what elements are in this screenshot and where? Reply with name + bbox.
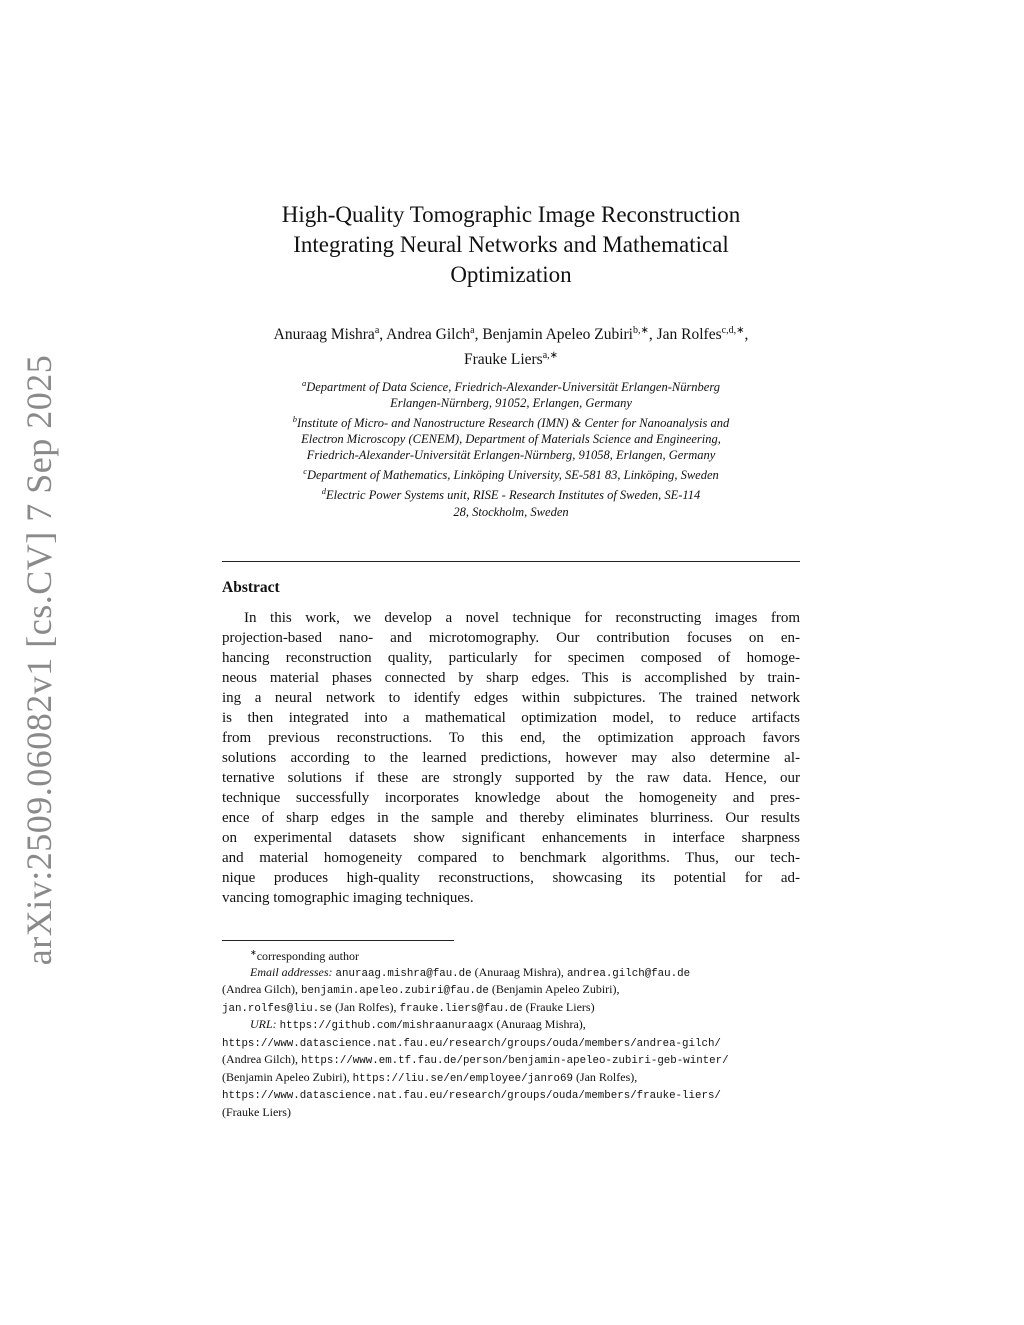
footnotes (222, 945, 800, 1120)
affiliation-line: Erlangen-Nürnberg, 91052, Erlangen, Germany (390, 396, 632, 411)
url-link[interactable]: https://www.datascience.nat.fau.eu/research/groups/ouda/members/frauke-liers/ (222, 1090, 721, 1102)
url-link[interactable]: https://liu.se/en/employee/janro69 (352, 1072, 573, 1085)
abstract-line: on experimental datasets show significant enhancements in interface sharpness (222, 830, 800, 846)
abstract-line: nique produces high-quality reconstructions, showcasing its potential for ad- (222, 870, 800, 886)
url-link[interactable]: https://www.datascience.nat.fau.eu/research/groups/ouda/members/andrea-gilch/ (222, 1037, 721, 1050)
affiliation-line: Electron Microscopy (CENEM), Department of Materials Science and Engineering, (301, 432, 721, 447)
url-line: (Benjamin Apeleo Zubiri), https://liu.se/en/employee/janro69 (Jan Rolfes), (222, 1069, 638, 1085)
abstract-line: vancing tomographic imaging techniques. (222, 890, 474, 906)
email-link[interactable]: anuraag.mishra@fau.de (335, 967, 472, 980)
abstract-line: solutions according to the learned predictions, however may also determine al- (222, 750, 800, 766)
abstract-line: In this work, we develop a novel technique for reconstructing images from (244, 610, 800, 626)
author-name: Andrea Gilch (386, 326, 471, 344)
abstract-heading: Abstract (222, 579, 280, 596)
abstract-line: is then integrated into a mathematical optimization model, to reduce artifacts (222, 710, 800, 726)
footnote-divider (222, 940, 454, 941)
abstract-line: projection-based nano- and microtomography. Our contribution focuses on en- (222, 630, 800, 646)
author-affil-mark: a,∗ (542, 350, 559, 362)
abstract-body (222, 608, 800, 908)
abstract-line: ing a neural network to identify edges within subpictures. The trained network (222, 690, 800, 706)
affiliation-line: $^a$Department of Data Science, Friedrich-Alexander-Universität Erlangen-Nürnberg (301, 378, 721, 395)
url-line: (Andrea Gilch), https://www.em.tf.fau.de/person/benjamin-apeleo-zubiri-geb-winter/ (222, 1052, 729, 1067)
arxiv-identifier: arXiv:2509.06082v1 [cs.CV] 7 Sep 2025 (19, 354, 60, 966)
author-affil-mark: a (470, 325, 475, 336)
email-link[interactable]: frauke.liers@fau.de (399, 1002, 523, 1015)
email-line: Email addresses: anuraag.mishra@fau.de (Anuraag Mishra), andrea.gilch@fau.de (250, 964, 691, 980)
author-name: Benjamin Apeleo Zubiri (482, 326, 633, 344)
url-line: (Frauke Liers) (222, 1104, 291, 1119)
author-name: Jan Rolfes (656, 326, 722, 344)
affiliation-line: $^c$Department of Mathematics, Linköping University, SE-581 83, Linköping, Sweden (303, 466, 719, 483)
url-line (222, 1087, 800, 1105)
abstract-line: ence of sharp edges in the sample and thereby eliminates blurriness. Our results (222, 810, 800, 826)
affiliation-line: $^d$Electric Power Systems unit, RISE - Research Institutes of Sweden, SE-114 (321, 486, 701, 503)
author-list: Anuraag Mishra$^a$, Andrea Gilch$^a$, Benjamin Apeleo Zubiri$^{b,∗}$, Jan Rolfes$^{c,d,∗}$, Frauke Liers$^{a,∗}$ (273, 325, 749, 369)
arxiv-side-stamp (10, 354, 68, 966)
email-link[interactable]: jan.rolfes@liu.se (222, 1002, 333, 1015)
url-line (222, 1035, 800, 1053)
email-link[interactable]: andrea.gilch@fau.de (566, 967, 691, 980)
corresponding-note: ∗corresponding author (250, 948, 360, 963)
abstract-line: and material homogeneity compared to benchmark algorithms. Thus, our tech- (222, 850, 800, 866)
abstract-line: hancing reconstruction quality, particularly for specimen composed of homoge- (222, 650, 800, 666)
author-affil-mark: c,d,∗ (721, 325, 745, 336)
affiliation-line: 28, Stockholm, Sweden (453, 504, 569, 519)
affiliation-line: $^b$Institute of Micro- and Nanostructure Research (IMN) & Center for Nanoanalysis and (292, 414, 730, 431)
author-name: Frauke Liers (463, 351, 543, 369)
abstract-line: technique successfully incorporates knowledge about the homogeneity and pres- (222, 790, 800, 806)
author-affil-mark: b,∗ (632, 325, 649, 336)
url-line: URL: https://github.com/mishraanuraagx (Anuraag Mishra), (250, 1017, 586, 1032)
email-line: (Andrea Gilch), benjamin.apeleo.zubiri@fau.de (Benjamin Apeleo Zubiri), (222, 982, 620, 997)
title-line: Integrating Neural Networks and Mathematical (293, 232, 729, 257)
abstract-divider (222, 561, 800, 562)
abstract-line: from previous reconstructions. To this end, the optimization approach favors (222, 730, 800, 746)
abstract-line: ternative solutions if these are strongly supported by the raw data. Hence, our (222, 770, 800, 786)
affiliation-list (222, 375, 800, 520)
email-link[interactable]: benjamin.apeleo.zubiri@fau.de (300, 985, 489, 997)
author-affil-mark: a (374, 325, 380, 336)
email-line: jan.rolfes@liu.se (Jan Rolfes), frauke.liers@fau.de (Frauke Liers) (222, 999, 595, 1015)
abstract-line: neous material phases connected by sharp edges. This is accomplished by train- (222, 670, 800, 686)
affiliation-line: Friedrich-Alexander-Universität Erlangen-Nürnberg, 91058, Erlangen, Germany (306, 448, 716, 463)
paper-title (222, 200, 800, 290)
author-name: Anuraag Mishra (273, 326, 375, 344)
email-label: Email addresses: (250, 964, 333, 979)
url-link[interactable]: https://www.em.tf.fau.de/person/benjamin-apeleo-zubiri-geb-winter/ (300, 1055, 729, 1067)
url-link[interactable]: https://github.com/mishraanuraagx (279, 1020, 494, 1032)
title-line: High-Quality Tomographic Image Reconstruction (281, 202, 741, 227)
url-label: URL: (250, 1017, 277, 1031)
title-line: Optimization (450, 262, 572, 287)
